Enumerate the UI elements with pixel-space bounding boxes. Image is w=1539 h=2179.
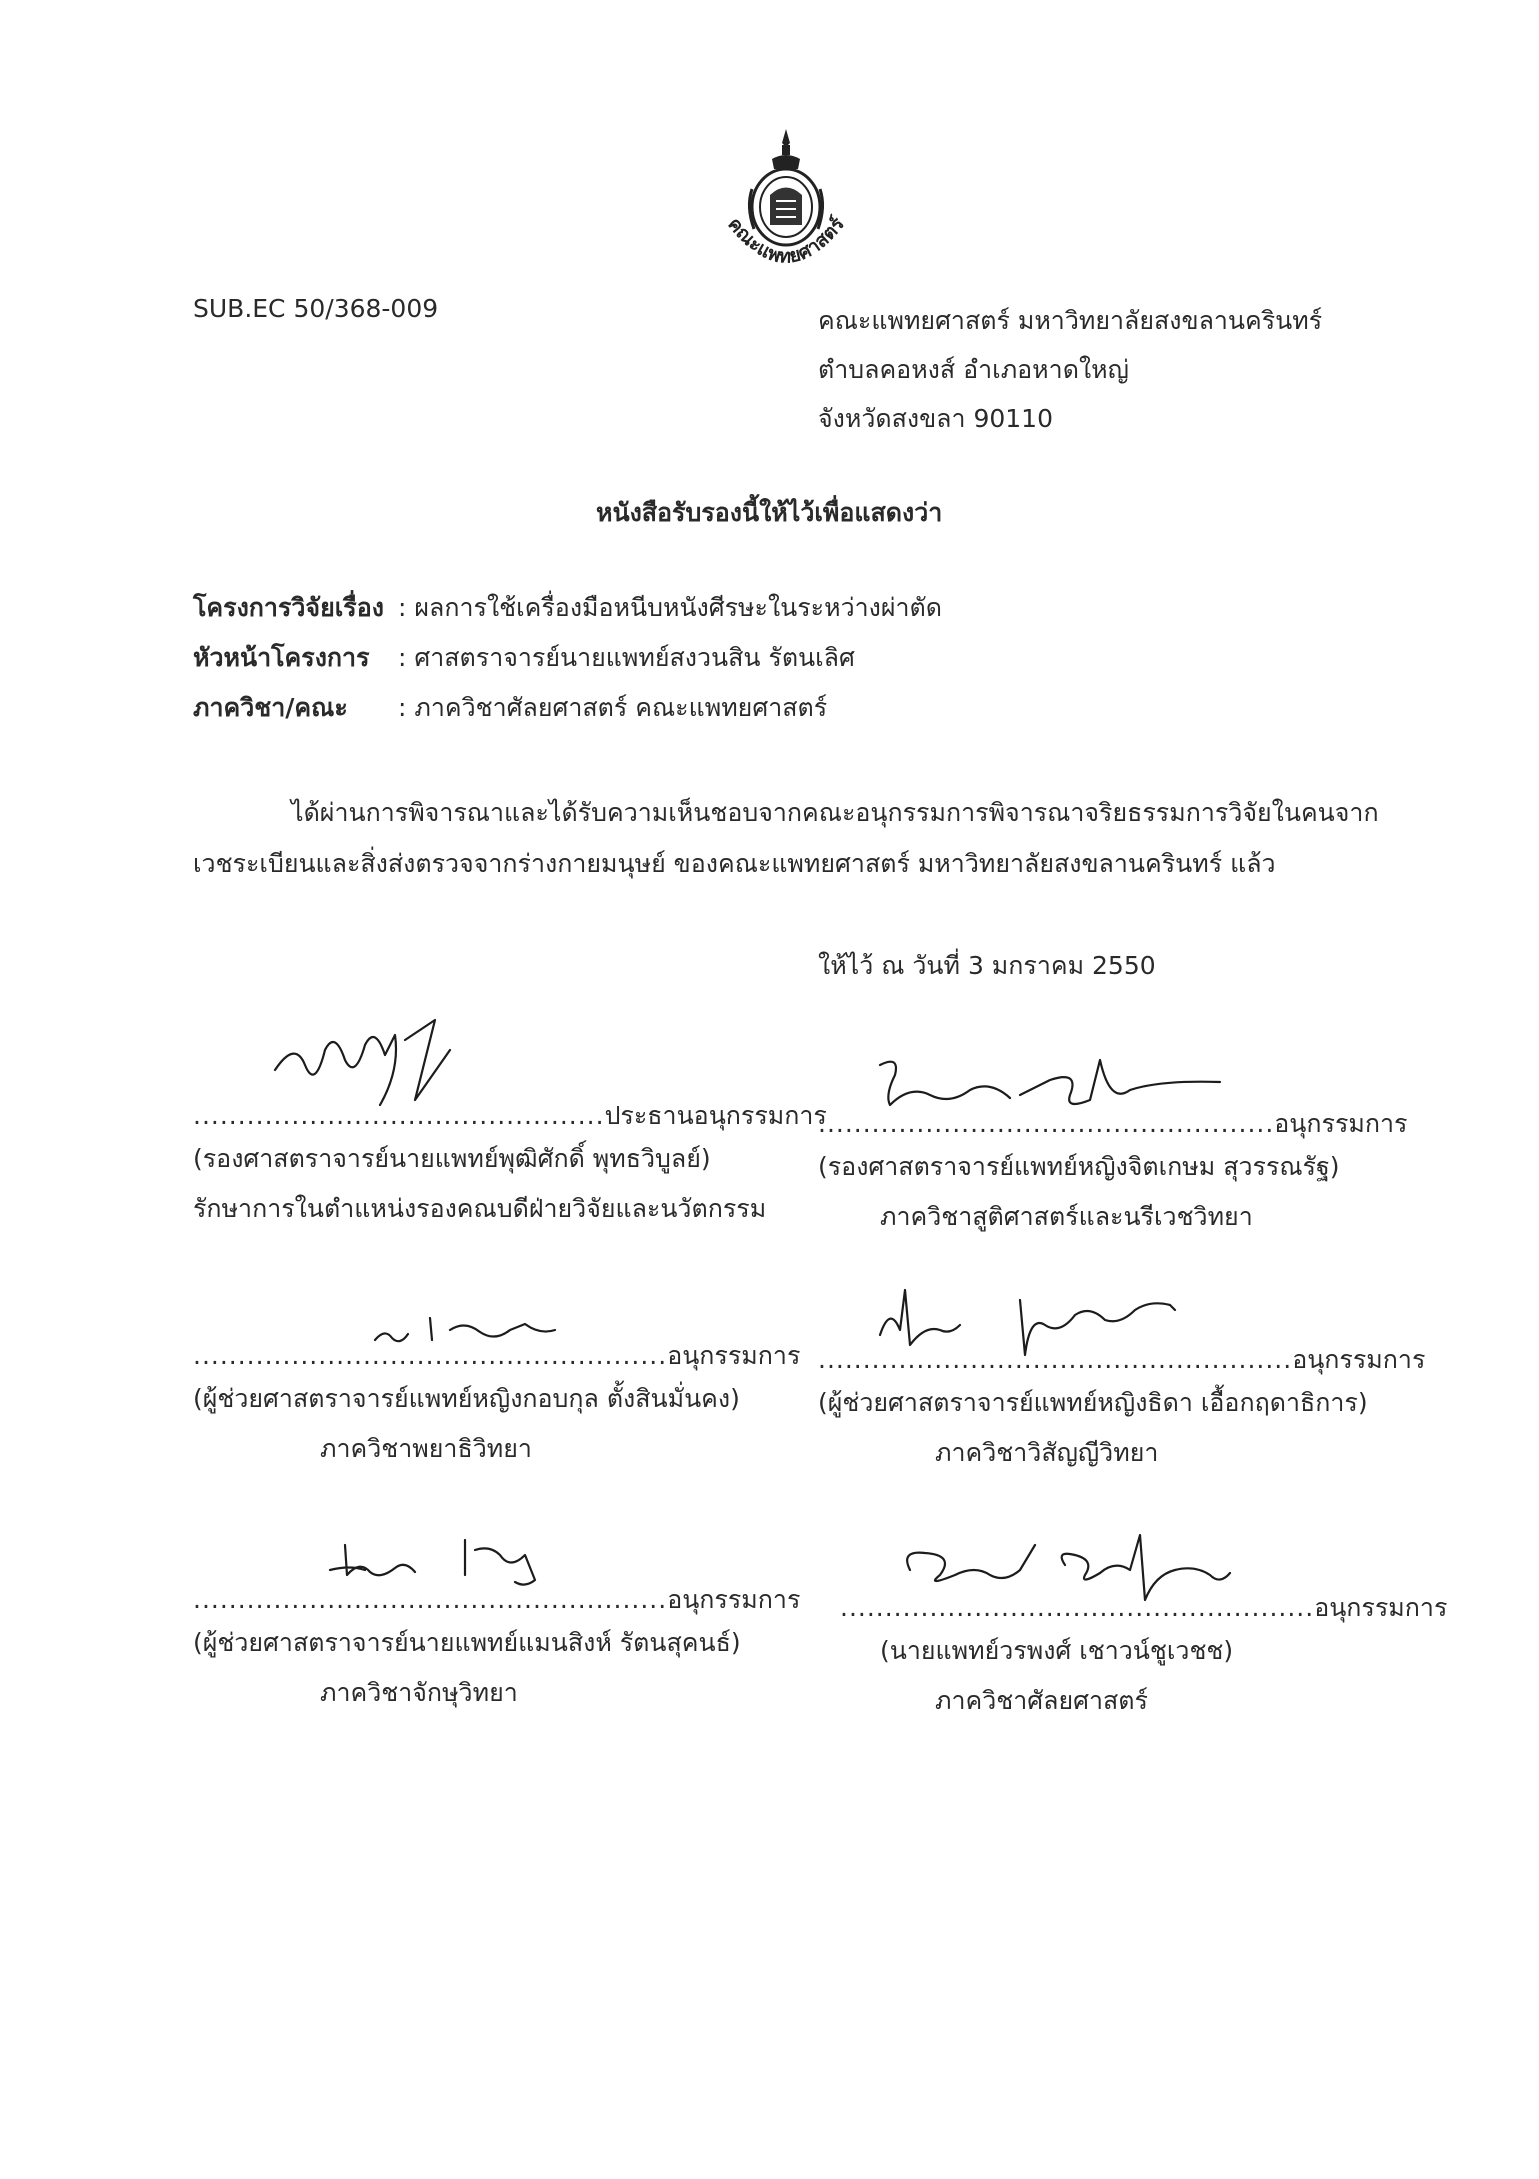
signatory-3-role: อนุกรรมการ [667,1341,801,1370]
address-line-3: จังหวัดสงขลา 90110 [818,404,1053,433]
signature-line-4: .....................................................อนุกรรมการ [818,1345,1426,1374]
signatory-3-department: ภาควิชาพยาธิวิทยา [320,1434,532,1463]
project-dept-value: : ภาควิชาศัลยศาสตร์ คณะแพทยศาสตร์ [398,693,828,722]
signatory-3-name: (ผู้ช่วยศาสตราจารย์แพทย์หญิงกอบกุล ตั้งสินมั่นคง) [193,1384,740,1413]
project-title-value: : ผลการใช้เครื่องมือหนีบหนังศีรษะในระหว่างผ่าตัด [398,593,943,622]
emblem-arc-text: คณะแพทยศาสตร์ [723,213,849,268]
signatory-6-department: ภาควิชาศัลยศาสตร์ [935,1686,1148,1715]
project-head-value: : ศาสตราจารย์นายแพทย์สงวนสิน รัตนเลิศ [398,643,855,672]
signatory-5-role: อนุกรรมการ [667,1585,801,1614]
address-line-1: คณะแพทยศาสตร์ มหาวิทยาลัยสงขลานครินทร์ [818,306,1323,335]
signatory-2-role: อนุกรรมการ [1274,1109,1408,1138]
project-head-label: หัวหน้าโครงการ [193,643,370,672]
signature-line-1: ..............................................ประธานอนุกรรมการ [193,1101,827,1130]
signatory-5-department: ภาควิชาจักษุวิทยา [320,1678,518,1707]
project-title-label: โครงการวิจัยเรื่อง [193,593,384,622]
reference-code: SUB.EC 50/368-009 [193,294,439,323]
body-line-1: ได้ผ่านการพิจารณาและได้รับความเห็นชอบจากคณะอนุกรรมการพิจารณาจริยธรรมการวิจัยในคนจาก [291,798,1379,827]
signatory-4-role: อนุกรรมการ [1292,1345,1426,1374]
signature-line-3: .....................................................อนุกรรมการ [193,1341,801,1370]
signature-line-6: .....................................................อนุกรรมการ [840,1593,1448,1622]
signatory-4-name: (ผู้ช่วยศาสตราจารย์แพทย์หญิงธิดา เอื้อกฤดาธิการ) [818,1388,1368,1417]
body-line-2: เวชระเบียนและสิ่งส่งตรวจจากร่างกายมนุษย์ ของคณะแพทยศาสตร์ มหาวิทยาลัยสงขลานครินทร์ แล้ว [193,849,1276,878]
signature-line-5: .....................................................อนุกรรมการ [193,1585,801,1614]
address-line-2: ตำบลคอหงส์ อำเภอหาดใหญ่ [818,355,1129,384]
signatory-2-name: (รองศาสตราจารย์แพทย์หญิงจิตเกษม สุวรรณรัฐ) [818,1152,1340,1181]
project-dept-label: ภาควิชา/คณะ [193,693,348,722]
signatory-2-department: ภาควิชาสูติศาสตร์และนรีเวชวิทยา [880,1202,1253,1231]
issue-date: ให้ไว้ ณ วันที่ 3 มกราคม 2550 [818,951,1156,980]
signatory-1-role: ประธานอนุกรรมการ [604,1101,827,1130]
signatory-1-department: รักษาการในตำแหน่งรองคณบดีฝ่ายวิจัยและนวัตกรรม [193,1194,767,1223]
certificate-heading: หนังสือรับรองนี้ให้ไว้เพื่อแสดงว่า [596,498,943,527]
signatory-6-role: อนุกรรมการ [1314,1593,1448,1622]
signatory-4-department: ภาควิชาวิสัญญีวิทยา [935,1438,1159,1467]
signatory-6-name: (นายแพทย์วรพงศ์ เชาวน์ชูเวชช) [880,1636,1234,1665]
faculty-emblem [706,125,866,290]
signatory-5-name: (ผู้ช่วยศาสตราจารย์นายแพทย์แมนสิงห์ รัตนสุคนธ์) [193,1628,741,1657]
signatory-1-name: (รองศาสตราจารย์นายแพทย์พุฒิศักดิ์ พุทธวิบูลย์) [193,1144,711,1173]
signature-line-2: ...................................................อนุกรรมการ [818,1109,1408,1138]
